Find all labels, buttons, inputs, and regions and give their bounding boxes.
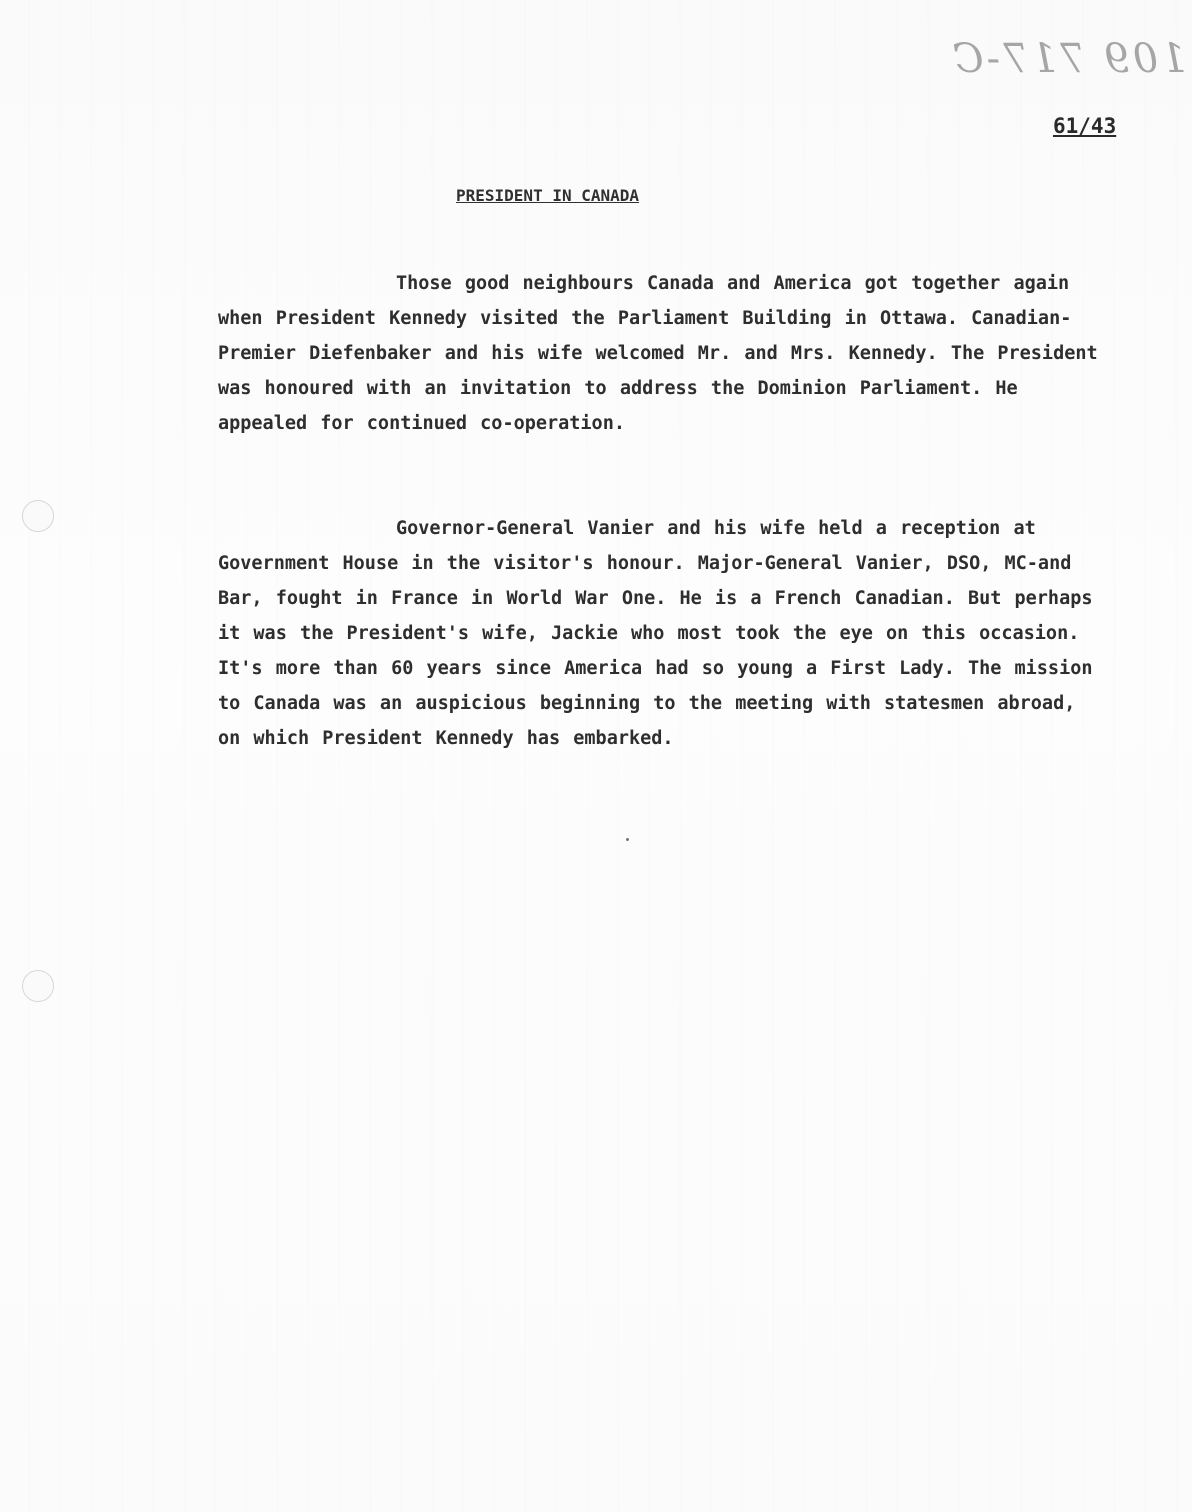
paragraph-1: Those good neighbours Canada and America got together again when President Kennedy visited the Parliament Building in Ottawa. Canadian-Premier Diefenbaker and his wife welcomed Mr. and Mrs. Kennedy. The President was honoured with an invitation to address the Dominion Parliament. He appealed for continued co-operation. [218, 273, 1098, 434]
document-title: PRESIDENT IN CANADA [456, 186, 640, 205]
handwritten-mark: 109 717-C [950, 36, 1187, 82]
paper-speck [626, 838, 629, 841]
reference-number: 61/43 [1053, 114, 1117, 138]
paragraph-2: Governor-General Vanier and his wife held a reception at Government House in the visitor's honour. Major-General Vanier, DSO, MC-and Bar, fought in France in World War One. He is a French Canadian. But perhaps it was the President's wife, Jackie who most took the eye on this occasion. It's more than 60 years since America had so young a First Lady. The mission to Canada was an auspicious beginning to the meeting with statesmen abroad, on which President Kennedy has embarked. [218, 518, 1093, 749]
punch-hole [22, 500, 54, 532]
punch-hole [22, 970, 54, 1002]
